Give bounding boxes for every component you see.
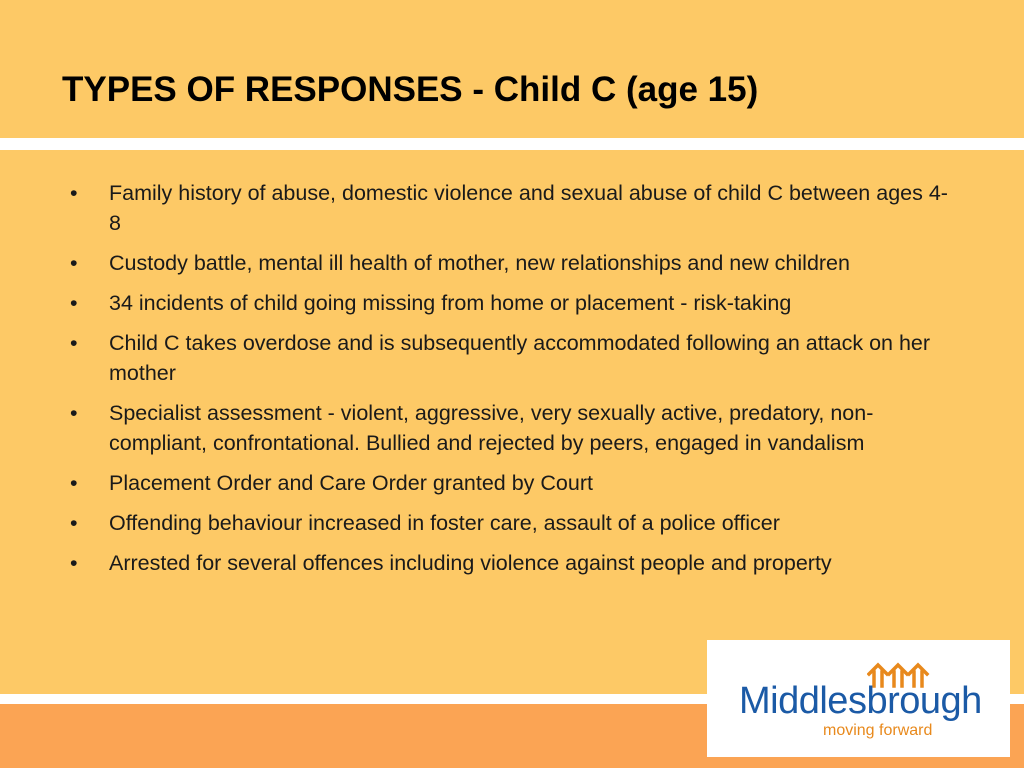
bullet-text: Offending behaviour increased in foster care, assault of a police officer <box>109 511 780 535</box>
logo-tagline: moving forward <box>823 722 933 739</box>
bullet-icon: • <box>70 181 78 205</box>
list-item <box>70 398 950 458</box>
list-item <box>70 328 950 388</box>
list-item <box>70 178 950 238</box>
bullet-icon: • <box>70 551 78 575</box>
middlesbrough-logo <box>707 640 1010 757</box>
bullet-text: Specialist assessment - violent, aggressive, very sexually active, predatory, non-compliant, confrontational. Bullied and rejected by peers, engaged in vandalism <box>109 401 874 455</box>
content-area <box>0 150 1024 694</box>
bullet-text: 34 incidents of child going missing from home or placement - risk-taking <box>109 291 792 315</box>
bullet-icon: • <box>70 401 78 425</box>
bullet-text: Child C takes overdose and is subsequently accommodated following an attack on her mother <box>109 331 931 385</box>
bullet-text: Arrested for several offences including violence against people and property <box>109 551 832 575</box>
list-item <box>70 288 950 318</box>
logo-wordmark: Middlesbrough <box>739 680 982 722</box>
slide-title: TYPES OF RESPONSES - Child C (age 15) <box>62 70 759 109</box>
top-divider <box>0 138 1024 150</box>
list-item <box>70 248 950 278</box>
bullet-text: Family history of abuse, domestic violence and sexual abuse of child C between ages 4-8 <box>109 181 948 235</box>
bullet-list <box>70 178 950 588</box>
list-item <box>70 548 950 578</box>
bullet-text: Custody battle, mental ill health of mother, new relationships and new children <box>109 251 850 275</box>
bullet-icon: • <box>70 331 78 355</box>
bullet-icon: • <box>70 511 78 535</box>
bullet-text: Placement Order and Care Order granted by Court <box>109 471 593 495</box>
bullet-icon: • <box>70 471 78 495</box>
bullet-icon: • <box>70 251 78 275</box>
bullet-icon: • <box>70 291 78 315</box>
title-band <box>0 0 1024 134</box>
list-item <box>70 508 950 538</box>
list-item <box>70 468 950 498</box>
